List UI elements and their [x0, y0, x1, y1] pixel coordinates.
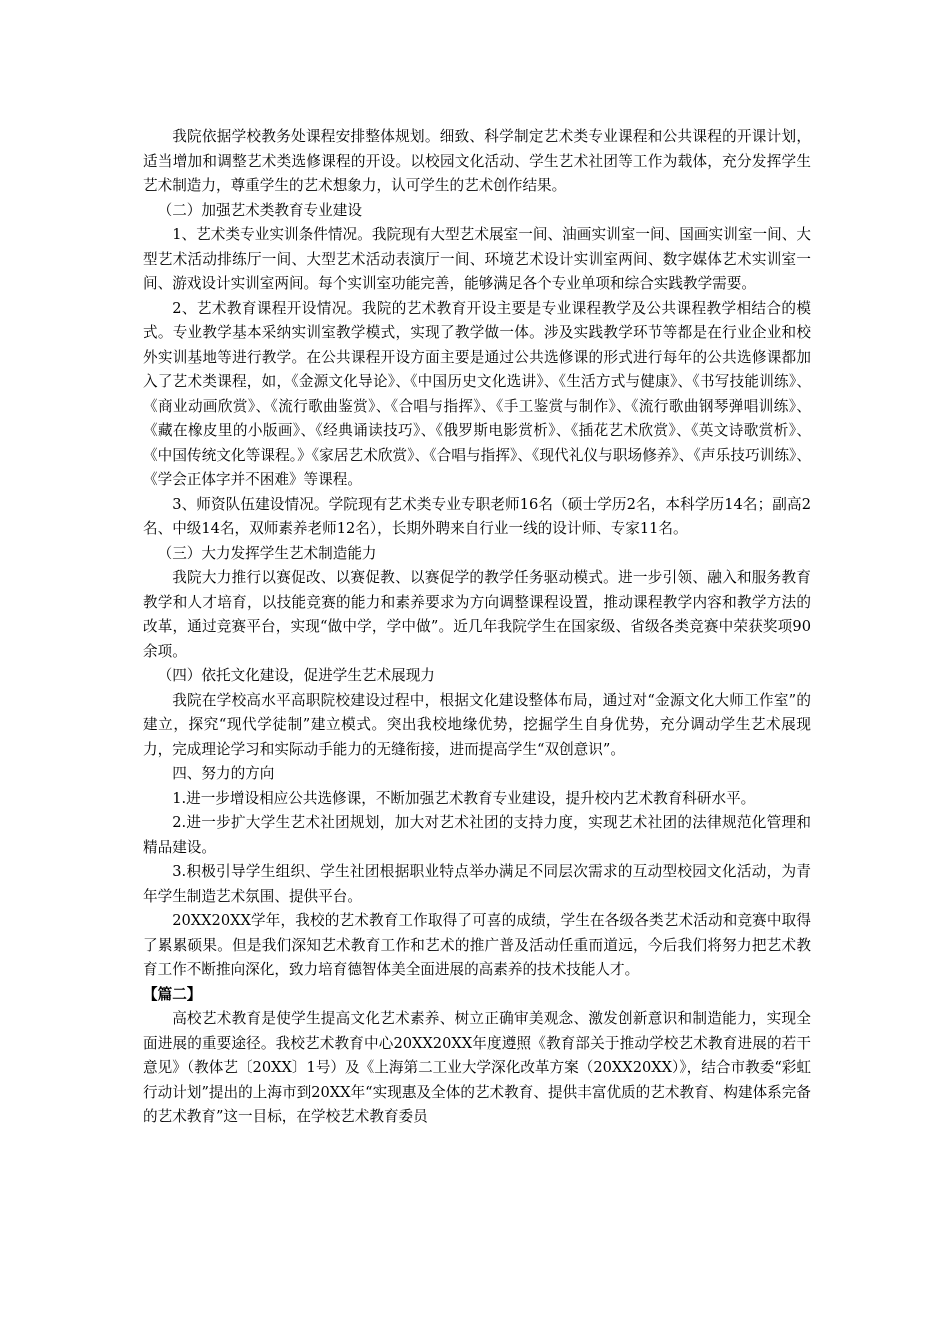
chapter-two-heading: 【篇二】: [143, 985, 202, 1003]
chapter-two-paragraph: 高校艺术教育是使学生提高文化艺术素养、树立正确审美观念、激发创新意识和制造能力，实现全面进展的重要途径。我校艺术教育中心20XX20XX年度遵照《教育部关于推动学校艺术教育进展的若干意见》（教体艺〔20XX〕1号）及《上海第二工业大学深化改革方案（20XX20XX）》，结合市教委“彩虹行动计划”提出的上海市到20XX年“实现惠及全体的艺术教育、提供丰富优质的艺术教育、构建体系完备的艺术教育”这一目标，在学校艺术教育委员: [143, 1010, 811, 1125]
direction-item-2: 2.进一步扩大学生艺术社团规划，加大对艺术社团的支持力度，实现艺术社团的法律规范化管理和精品建设。: [143, 814, 811, 856]
document-body: [143, 125, 811, 1130]
section-heading-direction: 四、努力的方向: [172, 765, 275, 782]
paragraph-7: 我院大力推行以赛促改、以赛促教、以赛促学的教学任务驱动模式。进一步引领、融入和服务教育教学和人才培育，以技能竞赛的能力和素养要求为方向调整课程设置，推动课程教学内容和教学方法的改革，通过竞赛平台，实现“做中学，学中做”。近几年我院学生在国家级、省级各类竞赛中荣获奖项90余项。: [143, 569, 811, 660]
summary-paragraph: 20XX20XX学年，我校的艺术教育工作取得了可喜的成绩，学生在各级各类艺术活动和竞赛中取得了累累硕果。但是我们深知艺术教育工作和艺术的推广普及活动任重而道远，今后我们将努力把艺术教育工作不断推向深化，致力培育德智体美全面进展的高素养的技术技能人才。: [143, 912, 811, 978]
paragraph-3: 1、艺术类专业实训条件情况。我院现有大型艺术展室一间、油画实训室一间、国画实训室一间、大型艺术活动排练厅一间、大型艺术活动表演厅一间、环境艺术设计实训室两间、数字媒体艺术实训室一间、游戏设计实训室两间。每个实训室功能完善，能够满足各个专业单项和综合实践教学需要。: [143, 226, 811, 292]
paragraph-9: 我院在学校高水平高职院校建设过程中，根据文化建设整体布局，通过对“金源文化大师工作室”的建立，探究“现代学徒制”建立模式。突出我校地缘优势，挖掘学生自身优势，充分调动学生艺术展现力，完成理论学习和实际动手能力的无缝衔接，进而提高学生“双创意识”。: [143, 691, 811, 758]
section-heading-2: （二）加强艺术类教育专业建设: [157, 201, 362, 219]
section-heading-4: （四）依托文化建设，促进学生艺术展现力: [157, 667, 435, 684]
section-heading-3: （三）大力发挥学生艺术制造能力: [157, 544, 377, 562]
paragraph-4: 2、艺术教育课程开设情况。我院的艺术教育开设主要是专业课程教学及公共课程教学相结合的模式。专业教学基本采纳实训室教学模式，实现了教学做一体。涉及实践教学环节等都是在行业企业和校外实训基地等进行教学。在公共课程开设方面主要是通过公共选修课的形式进行每年的公共选修课都加入了艺术类课程，如，《金源文化导论》、《中国历史文化选讲》、《生活方式与健康》、《书写技能训练》、《商业动画欣赏》、《流行歌曲鉴赏》、《合唱与指挥》、《手工鉴赏与制作》、《流行歌曲钢琴弹唱训练》、《藏在橡皮里的小版画》、《经典诵读技巧》、《俄罗斯电影赏析》、《插花艺术欣赏》、《英文诗歌赏析》、《中国传统文化等课程。》《家居艺术欣赏》、《合唱与指挥》、《现代礼仪与职场修养》、《声乐技巧训练》、《学会正体字并不困难》等课程。: [143, 299, 811, 488]
direction-item-1: 1.进一步增设相应公共选修课，不断加强艺术教育专业建设，提升校内艺术教育科研水平。: [172, 789, 756, 807]
paragraph-1: 我院依据学校教务处课程安排整体规划。细致、科学制定艺术类专业课程和公共课程的开课计划，适当增加和调整艺术类选修课程的开设。以校园文化活动、学生艺术社团等工作为载体，充分发挥学生艺术制造力，尊重学生的艺术想象力，认可学生的艺术创作结果。: [143, 128, 811, 194]
direction-item-3: 3.积极引导学生组织、学生社团根据职业特点举办满足不同层次需求的互动型校园文化活动，为青年学生制造艺术氛围、提供平台。: [143, 863, 811, 905]
paragraph-5: 3、师资队伍建设情况。学院现有艺术类专业专职老师16名（硕士学历2名，本科学历14名；副高2名、中级14名，双师素养老师12名），长期外聘来自行业一线的设计师、专家11名。: [143, 495, 811, 537]
